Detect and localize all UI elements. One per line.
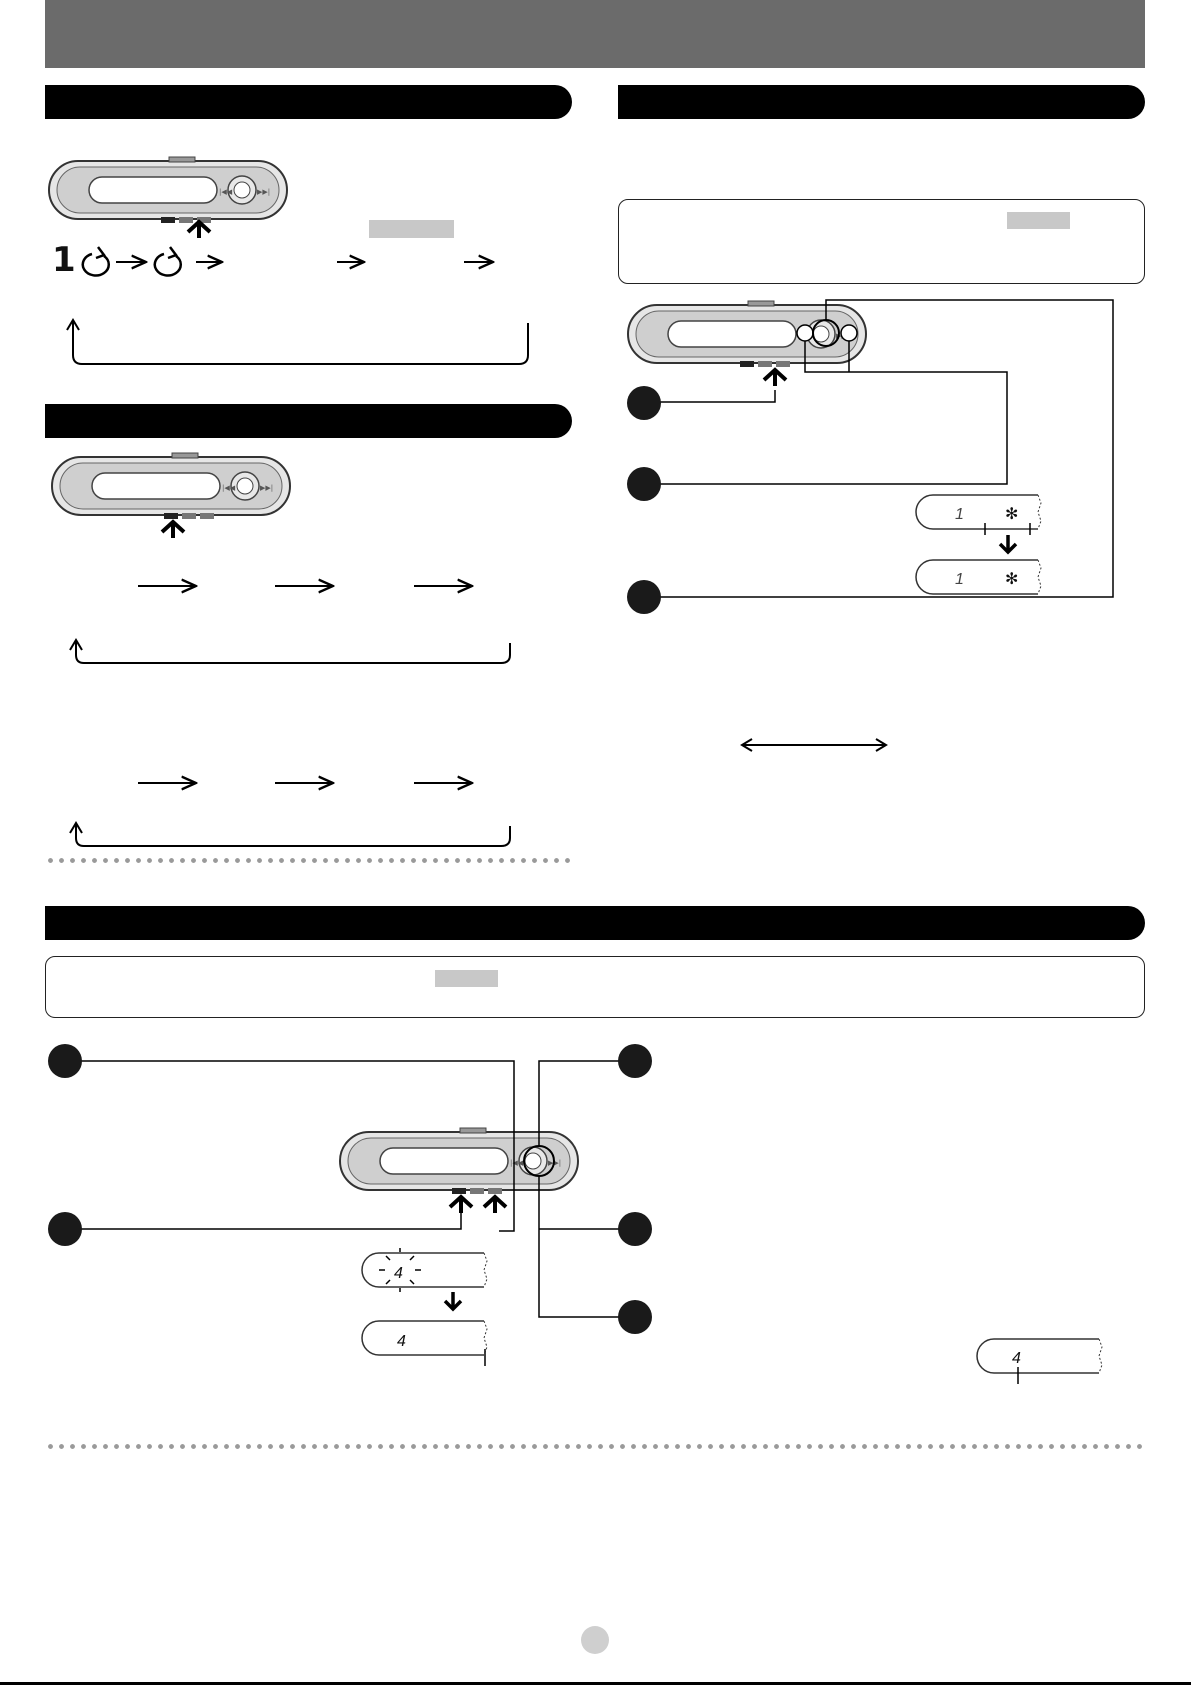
step-marker-bottom-3 — [618, 1044, 652, 1078]
step-marker-3 — [627, 580, 661, 614]
repeat-start-number: 1 — [52, 240, 76, 280]
svg-text:✻: ✻ — [1005, 506, 1019, 523]
svg-text:4: 4 — [397, 1333, 406, 1350]
lcd-down-arrow — [1000, 535, 1016, 552]
step-marker-bottom-1 — [48, 1044, 82, 1078]
settings-button-arrow — [764, 370, 786, 386]
device-illustration-settings — [628, 301, 866, 367]
svg-text:4: 4 — [394, 1265, 403, 1282]
eq-loop-line-2 — [76, 823, 510, 846]
lcd-display-set — [362, 1321, 487, 1366]
svg-text:✻: ✻ — [1005, 571, 1019, 588]
callout-line-left-b — [80, 1213, 461, 1229]
eq-button-arrow — [162, 522, 184, 538]
lcd-display-2 — [916, 560, 1041, 594]
bottom-button-arrow-2 — [484, 1197, 506, 1213]
callout-line-step1 — [660, 390, 775, 402]
svg-text:4: 4 — [1012, 1350, 1021, 1367]
step-marker-bottom-5 — [618, 1300, 652, 1334]
step-marker-bottom-2 — [48, 1212, 82, 1246]
lcd-down-arrow-bottom — [445, 1292, 461, 1309]
device-illustration-eq — [52, 453, 290, 519]
svg-text:1: 1 — [955, 506, 964, 523]
step-marker-1 — [627, 386, 661, 420]
step-marker-bottom-4 — [618, 1212, 652, 1246]
toggle-double-arrow — [742, 739, 886, 751]
lcd-display-1 — [916, 495, 1041, 535]
device-illustration-repeat — [49, 157, 287, 223]
device-illustration-bottom — [340, 1128, 578, 1194]
next-button-highlight — [841, 325, 857, 341]
svg-text:1: 1 — [955, 571, 964, 588]
prev-button-highlight — [797, 325, 813, 341]
page-number-dot — [581, 1626, 609, 1654]
eq-loop-line-1 — [76, 640, 510, 663]
callout-line-right-c — [539, 1176, 619, 1317]
bottom-button-arrow-1 — [450, 1197, 472, 1213]
repeat-one-icon — [83, 247, 109, 276]
repeat-all-icon — [155, 247, 181, 276]
repeat-loop-line — [73, 320, 528, 364]
repeat-button-arrow — [188, 222, 210, 238]
step-marker-2 — [627, 467, 661, 501]
lcd-display-blinking — [362, 1248, 487, 1292]
lcd-display-result — [977, 1339, 1102, 1384]
line-art: |◀◀ ▶▶| 1 ✻ 1 ✻ 4 4 4 — [0, 0, 1191, 1685]
